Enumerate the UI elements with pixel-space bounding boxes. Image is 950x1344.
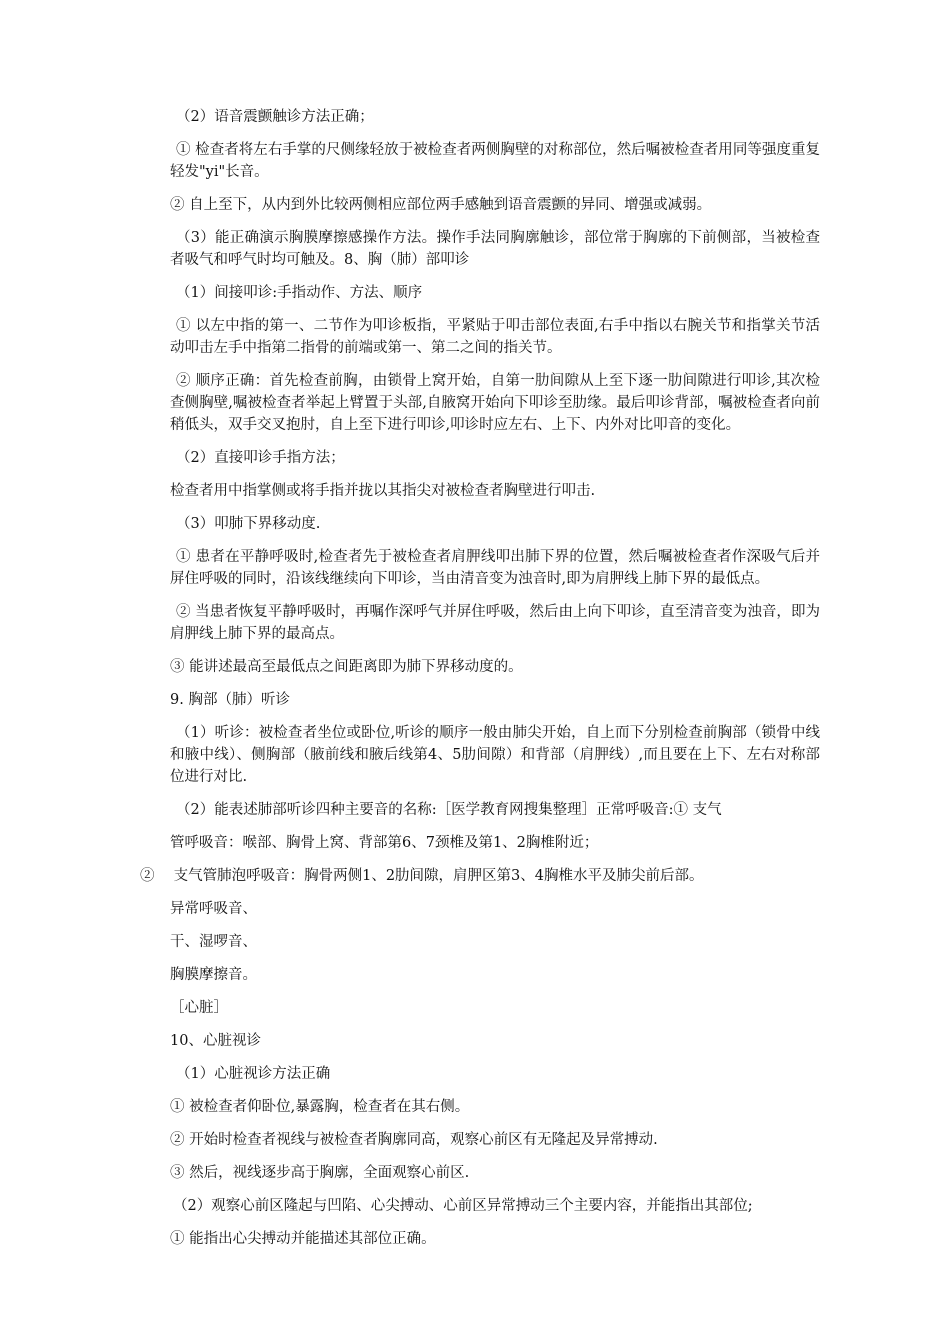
paragraph: 干、湿啰音、 (170, 934, 257, 950)
paragraph: ① 以左中指的第一、二节作为叩诊板指，平紧贴于叩击部位表面,右手中指以右腕关节和指掌关节活动叩击左手中指第二指骨的前端或第一、第二之间的指关节。 (170, 318, 820, 356)
paragraph: ② 自上至下，从内到外比较两侧相应部位两手感触到语音震颤的异同、增强或减弱。 (170, 197, 712, 213)
paragraph: ② 支气管肺泡呼吸音：胸骨两侧1、2肋间隙，肩胛区第3、4胸椎水平及肺尖前后部。 (140, 868, 704, 884)
paragraph: ① 患者在平静呼吸时,检查者先于被检查者肩胛线叩出肺下界的位置，然后嘱被检查者作深吸气后并屏住呼吸的同时，沿该线继续向下叩诊，当由清音变为浊音时,即为肩胛线上肺下界的最低点。 (170, 549, 820, 587)
paragraph: ③ 能讲述最高至最低点之间距离即为肺下界移动度的。 (170, 659, 523, 675)
paragraph: （1）听诊：被检查者坐位或卧位,听诊的顺序一般由肺尖开始，自上而下分别检查前胸部（锁骨中线和腋中线）、侧胸部（腋前线和腋后线第4、5肋间隙）和背部（肩胛线）,而且要在上下、左右对称部位进行对比. (170, 725, 820, 785)
paragraph: ② 顺序正确：首先检查前胸，由锁骨上窝开始，自第一肋间隙从上至下逐一肋间隙进行叩诊,其次检查侧胸壁,嘱被检查者举起上臂置于头部,自腋窝开始向下叩诊至肋缘。最后叩诊背部，嘱被检查者向前稍低头，双手交叉抱肘，自上至下进行叩诊,叩诊时应左右、上下、内外对比叩音的变化。 (170, 373, 820, 433)
paragraph: 检查者用中指掌侧或将手指并拢以其指尖对被检查者胸壁进行叩击. (170, 483, 596, 499)
paragraph: ② 当患者恢复平静呼吸时，再嘱作深呼气并屏住呼吸，然后由上向下叩诊，直至清音变为浊音，即为肩胛线上肺下界的最高点。 (170, 604, 820, 642)
paragraph: ① 检查者将左右手掌的尺侧缘轻放于被检查者两侧胸壁的对称部位，然后嘱被检查者用同等强度重复轻发"yi"长音。 (170, 142, 820, 180)
paragraph: （3）能正确演示胸膜摩擦感操作方法。操作手法同胸廓触诊，部位常于胸廓的下前侧部，当被检查者吸气和呼气时均可触及。8、胸（肺）部叩诊 (170, 230, 820, 268)
paragraph: （1）心脏视诊方法正确 (176, 1066, 331, 1082)
section-heading: ［心脏］ (170, 1000, 228, 1016)
paragraph: （1）间接叩诊:手指动作、方法、顺序 (176, 285, 423, 301)
paragraph: 胸膜摩擦音。 (170, 967, 257, 983)
paragraph: （3）叩肺下界移动度. (176, 516, 321, 532)
paragraph: 异常呼吸音、 (170, 901, 257, 917)
paragraph: （2）能表述肺部听诊四种主要音的名称:［医学教育网搜集整理］正常呼吸音:① 支气 (176, 802, 722, 818)
section-heading: 10、心脏视诊 (170, 1033, 261, 1049)
paragraph: 管呼吸音：喉部、胸骨上窝、背部第6、7颈椎及第1、2胸椎附近； (170, 835, 599, 851)
paragraph: （2）观察心前区隆起与凹陷、心尖搏动、心前区异常搏动三个主要内容，并能指出其部位; (173, 1198, 753, 1214)
paragraph: （2）直接叩诊手指方法； (176, 450, 345, 466)
paragraph: ③ 然后，视线逐步高于胸廓，全面观察心前区. (170, 1165, 470, 1181)
paragraph: ② 开始时检查者视线与被检查者胸廓同高，观察心前区有无隆起及异常搏动. (170, 1132, 658, 1148)
section-heading: 9. 胸部（肺）听诊 (170, 692, 290, 708)
document-body (140, 106, 820, 1250)
paragraph: ① 能指出心尖搏动并能描述其部位正确。 (170, 1231, 436, 1247)
paragraph: ① 被检查者仰卧位,暴露胸，检查者在其右侧。 (170, 1099, 470, 1115)
paragraph: （2）语音震颤触诊方法正确； (176, 109, 374, 125)
